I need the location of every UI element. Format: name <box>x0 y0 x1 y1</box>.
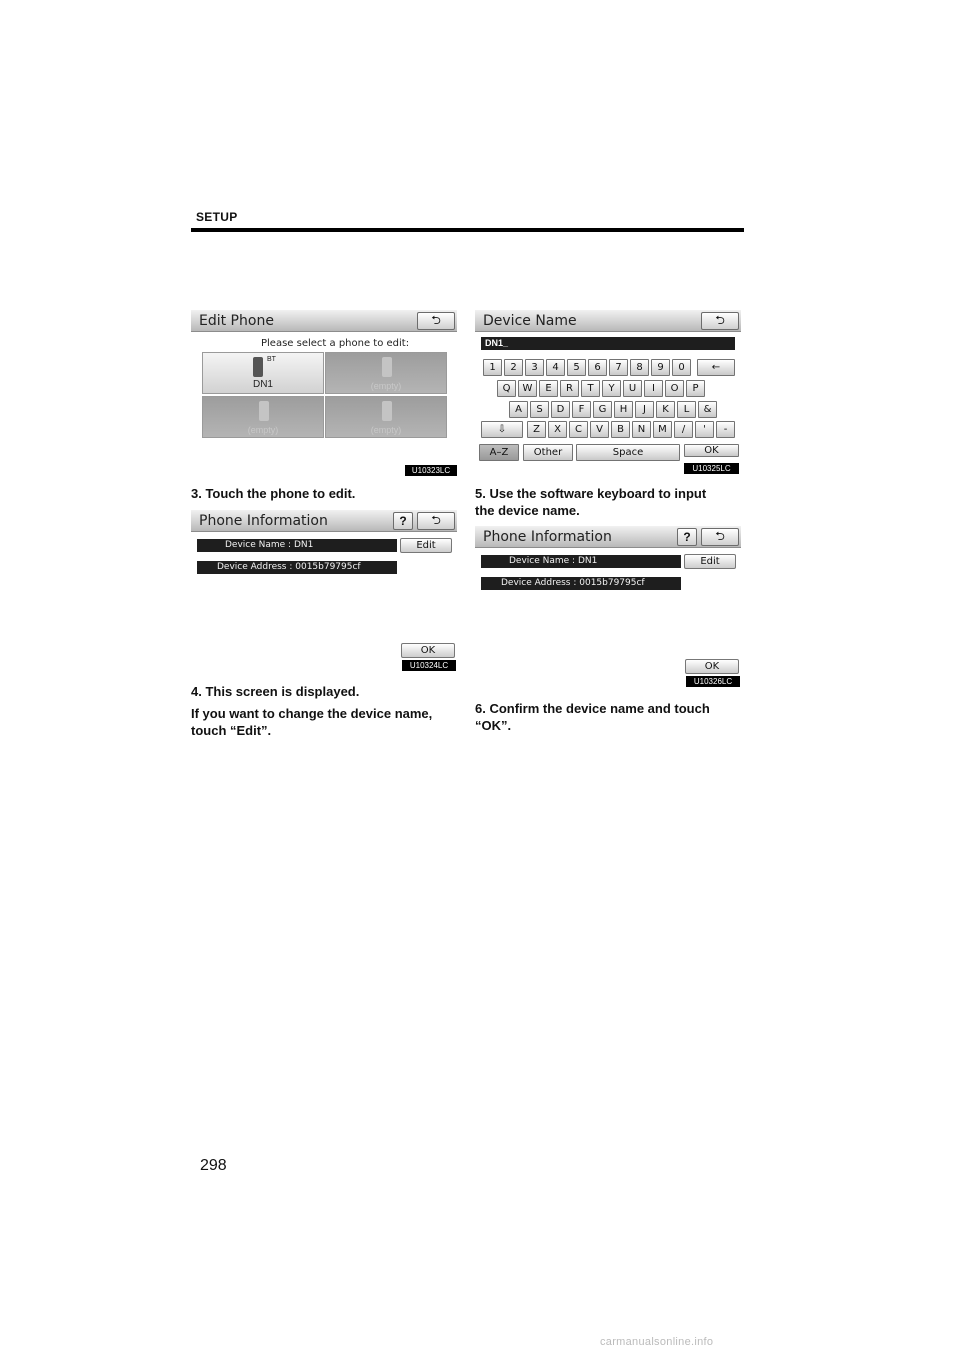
keyboard-key[interactable]: 0 <box>672 359 691 376</box>
keyboard-key[interactable]: A <box>509 401 528 418</box>
phone-tile-dn1[interactable] <box>202 352 324 394</box>
select-phone-prompt: Please select a phone to edit: <box>261 338 410 349</box>
keyboard-key[interactable]: 7 <box>609 359 628 376</box>
back-button[interactable] <box>701 528 739 546</box>
keyboard-key[interactable]: Q <box>497 380 516 397</box>
keyboard-key[interactable]: 6 <box>588 359 607 376</box>
back-button[interactable] <box>417 512 455 530</box>
phone-info-title: Phone Information <box>199 513 328 529</box>
keyboard-key[interactable]: U <box>623 380 642 397</box>
keyboard-key[interactable]: K <box>656 401 675 418</box>
phone-icon <box>382 401 392 421</box>
space-key[interactable]: Space <box>576 444 680 461</box>
phone-tile-label: (empty) <box>370 425 402 435</box>
keyboard-ok-button[interactable]: OK <box>684 444 739 457</box>
step-6-caption: 6. Confirm the device name and touch “OK”. <box>475 701 710 733</box>
keyboard-key[interactable]: 3 <box>525 359 544 376</box>
keyboard-key[interactable]: W <box>518 380 537 397</box>
back-button[interactable] <box>417 312 455 330</box>
shift-key[interactable]: ⇩ <box>481 421 523 438</box>
keyboard-key[interactable]: P <box>686 380 705 397</box>
keyboard-key[interactable]: J <box>635 401 654 418</box>
step-4-note: If you want to change the device name, touch “Edit”. <box>191 706 433 738</box>
keyboard-key[interactable]: D <box>551 401 570 418</box>
keyboard-key[interactable]: O <box>665 380 684 397</box>
edit-button[interactable]: Edit <box>684 554 736 569</box>
help-button[interactable]: ? <box>393 512 413 530</box>
phone-info-titlebar <box>475 526 741 548</box>
keyboard-key[interactable]: Y <box>602 380 621 397</box>
figure-code: U10323LC <box>405 465 457 476</box>
device-address-row: Device Address : 0015b79795cf <box>197 561 397 574</box>
watermark: carmanualsonline.info <box>600 1336 714 1348</box>
back-arrow-icon: ⮌ <box>431 512 441 527</box>
phone-info-titlebar <box>191 510 457 532</box>
keyboard-key[interactable]: N <box>632 421 651 438</box>
device-name-screen <box>475 310 741 474</box>
keyboard-key[interactable]: L <box>677 401 696 418</box>
device-name-title: Device Name <box>483 313 577 329</box>
step-5-caption: 5. Use the software keyboard to input the device name. <box>475 486 707 518</box>
keyboard-key[interactable]: S <box>530 401 549 418</box>
phone-icon <box>382 357 392 377</box>
keyboard-key[interactable]: 8 <box>630 359 649 376</box>
step-3-caption: 3. Touch the phone to edit. <box>191 486 356 501</box>
phone-tile-empty[interactable] <box>202 396 324 438</box>
figure-code: U10326LC <box>686 676 740 687</box>
phone-icon <box>259 401 269 421</box>
backspace-key[interactable]: ← <box>697 359 735 376</box>
section-header: SETUP <box>196 210 238 224</box>
page-number: 298 <box>200 1157 227 1174</box>
bluetooth-badge-icon: BT <box>267 356 276 363</box>
keyboard-key[interactable]: I <box>644 380 663 397</box>
keyboard-key[interactable]: C <box>569 421 588 438</box>
keyboard-key[interactable]: R <box>560 380 579 397</box>
keyboard-key[interactable]: H <box>614 401 633 418</box>
step-4-caption: 4. This screen is displayed. <box>191 684 360 699</box>
keyboard-key[interactable]: & <box>698 401 717 418</box>
phone-icon <box>253 357 263 377</box>
device-name-titlebar <box>475 310 741 332</box>
keyboard-key[interactable]: 5 <box>567 359 586 376</box>
keyboard-key[interactable]: E <box>539 380 558 397</box>
figure-code: U10324LC <box>402 660 456 671</box>
keyboard-key[interactable]: ' <box>695 421 714 438</box>
keyboard-key[interactable]: 9 <box>651 359 670 376</box>
phone-info-title: Phone Information <box>483 529 612 545</box>
back-button[interactable] <box>701 312 739 330</box>
keyboard-key[interactable]: G <box>593 401 612 418</box>
device-name-input[interactable]: DN1_ <box>481 337 735 350</box>
keyboard-key[interactable]: X <box>548 421 567 438</box>
device-name-row: Device Name : DN1 <box>481 555 681 568</box>
phone-tile-empty[interactable] <box>325 352 447 394</box>
device-address-row: Device Address : 0015b79795cf <box>481 577 681 590</box>
mode-az-key[interactable]: A–Z <box>479 444 519 461</box>
keyboard-key[interactable]: B <box>611 421 630 438</box>
phone-information-confirm-screen <box>475 526 741 688</box>
edit-phone-title: Edit Phone <box>199 313 274 329</box>
help-button[interactable]: ? <box>677 528 697 546</box>
keyboard-key[interactable]: V <box>590 421 609 438</box>
other-key[interactable]: Other <box>523 444 573 461</box>
keyboard-key[interactable]: T <box>581 380 600 397</box>
ok-button[interactable]: OK <box>401 643 455 658</box>
keyboard-key[interactable]: 4 <box>546 359 565 376</box>
header-rule <box>191 228 744 232</box>
figure-code: U10325LC <box>684 463 739 474</box>
back-arrow-icon: ⮌ <box>431 312 441 327</box>
phone-tile-label: (empty) <box>247 425 279 435</box>
edit-phone-titlebar <box>191 310 457 332</box>
ok-button[interactable]: OK <box>685 659 739 674</box>
keyboard-key[interactable]: / <box>674 421 693 438</box>
back-arrow-icon: ⮌ <box>715 528 725 543</box>
keyboard-key[interactable]: - <box>716 421 735 438</box>
keyboard-key[interactable]: Z <box>527 421 546 438</box>
device-name-row: Device Name : DN1 <box>197 539 397 552</box>
edit-button[interactable]: Edit <box>400 538 452 553</box>
phone-information-screen <box>191 510 457 672</box>
phone-tile-label: DN1 <box>252 379 273 390</box>
phone-tile-label: (empty) <box>370 381 402 391</box>
back-arrow-icon: ⮌ <box>715 312 725 327</box>
keyboard-key[interactable]: M <box>653 421 672 438</box>
keyboard-key[interactable]: F <box>572 401 591 418</box>
edit-phone-screen <box>191 310 457 476</box>
keyboard-key[interactable]: 2 <box>504 359 523 376</box>
keyboard-key[interactable]: 1 <box>483 359 502 376</box>
phone-tile-empty[interactable] <box>325 396 447 438</box>
